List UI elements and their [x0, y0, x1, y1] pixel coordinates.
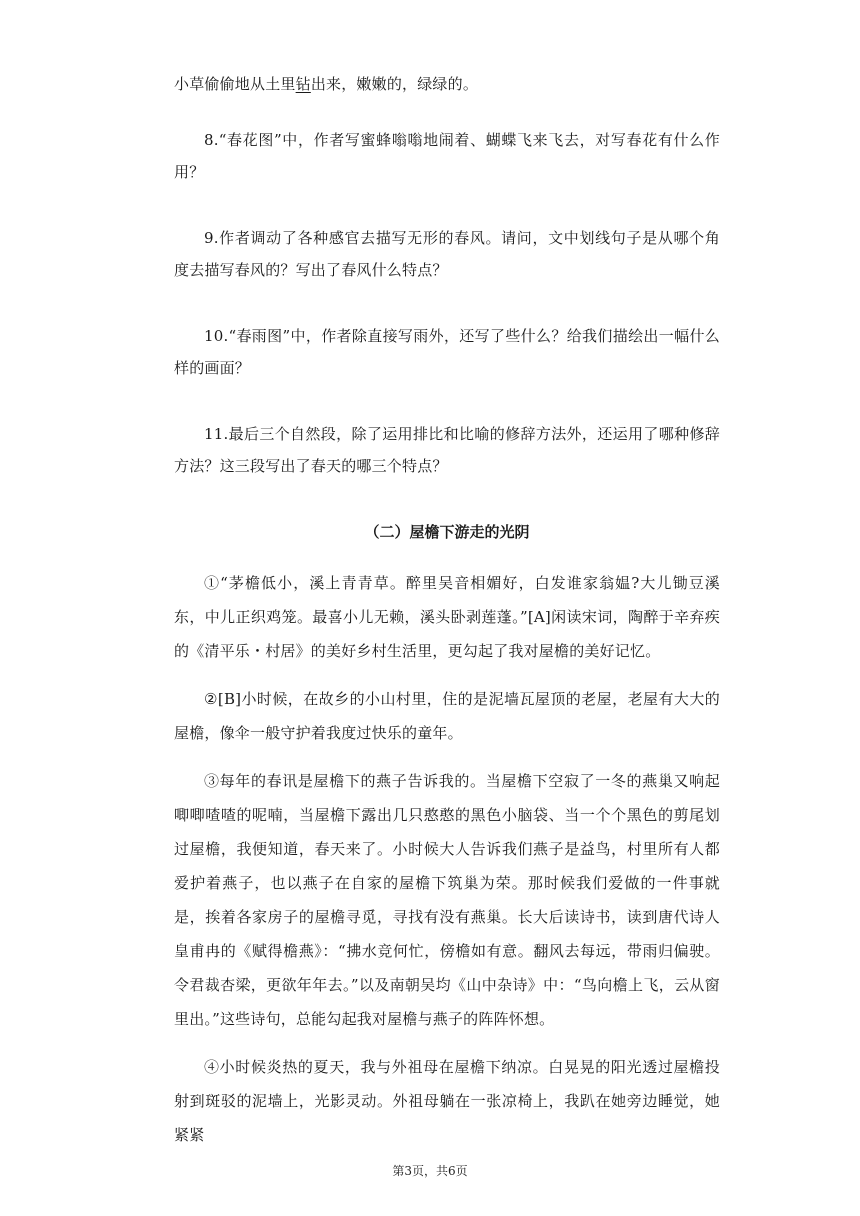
- paragraph-4: ④小时候炎热的夏天，我与外祖母在屋檐下纳凉。白晃晃的阳光透过屋檐投射到斑驳的泥墙上，光影灵动。外祖母躺在一张凉椅上，我趴在她旁边睡觉，她紧紧: [174, 1058, 720, 1144]
- question-11: 11.最后三个自然段，除了运用排比和比喻的修辞方法外，还运用了哪种修辞方法？这三段写出了春天的哪三个特点？: [174, 425, 720, 475]
- intro-line: [174, 68, 720, 100]
- page-content: [174, 68, 720, 1152]
- question-9: 9.作者调动了各种感官去描写无形的春风。请问，文中划线句子是从哪个角度去描写春风的？写出了春风什么特点？: [174, 229, 720, 279]
- intro-line-underlined: 钻: [295, 75, 311, 93]
- section-title: （二）屋檐下游走的光阴: [364, 523, 530, 541]
- question-10: 10.“春雨图”中，作者除直接写雨外，还写了些什么？给我们描绘出一幅什么样的画面？: [174, 327, 720, 377]
- paragraph-1: ①“茅檐低小，溪上青青草。醉里吴音相媚好，白发谁家翁媪?大儿锄豆溪东，中儿正织鸡笼。最喜小儿无赖，溪头卧剥莲蓬。”[A]闲读宋词，陶醉于辛弃疾的《清平乐・村居》的美好乡村生活里，更勾起了我对屋檐的美好记忆。: [174, 574, 720, 660]
- question-8: 8.“春花图”中，作者写蜜蜂嗡嗡地闹着、蝴蝶飞来飞去，对写春花有什么作用？: [174, 131, 720, 181]
- paragraph-3: ③每年的春讯是屋檐下的燕子告诉我的。当屋檐下空寂了一冬的燕巢又响起唧唧喳喳的呢喃，当屋檐下露出几只憨憨的黑色小脑袋、当一个个黑色的剪尾划过屋檐，我便知道，春天来了。小时候大人告诉我们燕子是益鸟，村里所有人都爱护着燕子，也以燕子在自家的屋檐下筑巢为荣。那时候我们爱做的一件事就是，挨着各家房子的屋檐寻觅，寻找有没有燕巢。长大后读诗书，读到唐代诗人皇甫冉的《赋得檐燕》：“拂水竞何忙，傍檐如有意。翻风去每远，带雨归偏驶。令君裁杏梁，更欲年年去。”以及南朝吴均《山中杂诗》中：“鸟向檐上飞，云从窗里出。”这些诗句，总能勾起我对屋檐与燕子的阵阵怀想。: [174, 772, 720, 1028]
- paragraph-2: ②[B]小时候，在故乡的小山村里，住的是泥墙瓦屋顶的老屋，老屋有大大的屋檐，像伞一般守护着我度过快乐的童年。: [174, 690, 720, 742]
- intro-line-before: 小草偷偷地从土里: [174, 75, 296, 93]
- reading-passage: [174, 566, 720, 1152]
- page-footer: 第3页，共6页: [392, 1164, 468, 1178]
- intro-line-after: 出来，嫩嫩的，绿绿的。: [310, 75, 479, 93]
